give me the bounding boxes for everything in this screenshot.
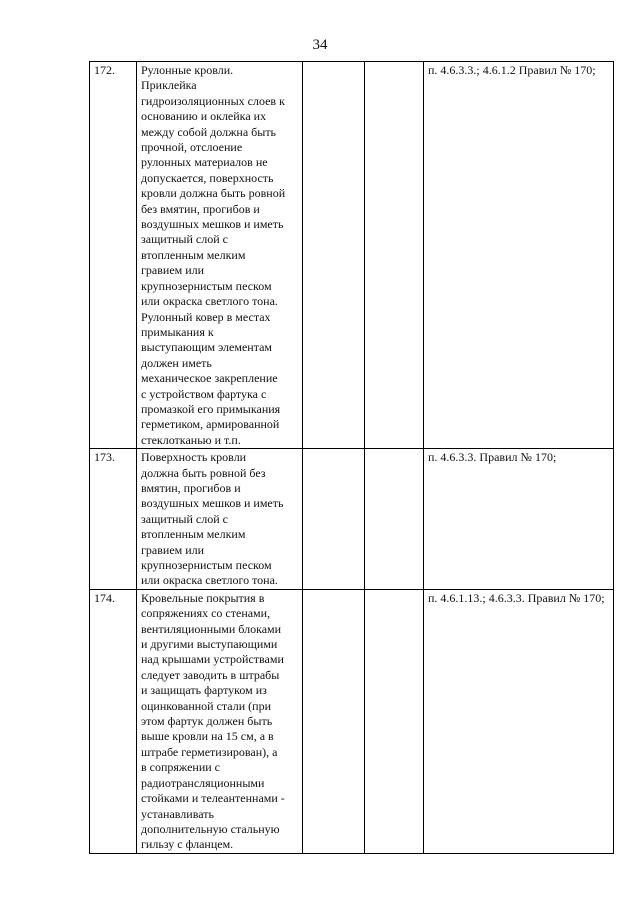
regulation-reference: п. 4.6.3.3.; 4.6.1.2 Правил № 170; <box>424 62 614 449</box>
requirement-line: оцинкованной стали (при <box>141 698 271 713</box>
empty-cell-a <box>303 449 365 590</box>
empty-cell-b <box>365 589 424 853</box>
requirement-line: защитный слой с <box>141 232 228 247</box>
requirement-line: Рулонные кровли. <box>141 63 234 77</box>
requirement-line: сопряжениях со стенами, <box>141 606 271 621</box>
requirement-line: защитный слой с <box>141 511 228 526</box>
requirement-line: воздушных мешков и иметь <box>141 217 284 232</box>
requirement-line: штрабе герметизирован), а <box>141 744 278 759</box>
requirement-line: гидроизоляционных слоев к <box>141 93 285 108</box>
requirement-line: Поверхность кровли <box>141 450 247 465</box>
requirement-line: должен иметь <box>141 355 212 370</box>
requirement-line: стойками и телеантеннами - <box>141 791 285 806</box>
requirement-text <box>137 62 303 449</box>
requirement-line: кровли должна быть ровной <box>141 186 286 201</box>
requirement-line: вмятин, прогибов и <box>141 480 241 495</box>
requirement-line: воздушных мешков и иметь <box>141 496 284 511</box>
requirement-line: с устройством фартука с <box>141 386 267 401</box>
requirement-line: рулонных материалов не <box>141 155 268 170</box>
table-row <box>90 62 614 449</box>
requirement-line: гравием или <box>141 542 205 557</box>
requirement-text <box>137 589 303 853</box>
requirement-line: и защищать фартуком из <box>141 683 267 698</box>
requirement-line: выше кровли на 15 см, а в <box>141 729 274 744</box>
requirement-line: втопленным мелким <box>141 527 246 542</box>
requirement-line: гильзу с фланцем. <box>141 837 234 852</box>
requirement-line: и другими выступающими <box>141 637 278 652</box>
requirements-table <box>89 61 614 854</box>
requirement-line: промазкой его примыкания <box>141 401 281 416</box>
requirement-line: радиотрансляционными <box>141 775 265 790</box>
requirement-line: или окраска светлого тона. <box>141 294 278 309</box>
requirements-table-body <box>90 62 614 854</box>
requirement-text <box>137 449 303 590</box>
requirement-line: механическое закрепление <box>141 371 278 386</box>
requirement-line: Приклейка <box>141 78 197 93</box>
regulation-reference: п. 4.6.3.3. Правил № 170; <box>424 449 614 590</box>
table-row <box>90 449 614 590</box>
requirement-line: примыкания к <box>141 324 214 339</box>
requirement-line: прочной, отслоение <box>141 140 243 155</box>
regulation-reference: п. 4.6.1.13.; 4.6.3.3. Правил № 170; <box>424 589 614 853</box>
requirement-line: без вмятин, прогибов и <box>141 201 260 216</box>
requirement-line: этом фартук должен быть <box>141 714 273 729</box>
row-number: 174. <box>90 589 137 853</box>
requirement-line: Кровельные покрытия в <box>141 590 265 605</box>
row-number: 173. <box>90 449 137 590</box>
requirement-line: стеклотканью и т.п. <box>141 432 241 447</box>
requirement-line: втопленным мелким <box>141 247 246 262</box>
requirement-line: герметиком, армированной <box>141 417 280 432</box>
table-row <box>90 589 614 853</box>
empty-cell-a <box>303 589 365 853</box>
requirement-line: выступающим элементам <box>141 340 273 355</box>
requirement-line: или окраска светлого тона. <box>141 573 278 588</box>
requirement-line: крупнозернистым песком <box>141 558 272 572</box>
requirement-line: должна быть ровной без <box>141 465 266 480</box>
empty-cell-a <box>303 62 365 449</box>
requirement-line: основанию и оклейка их <box>141 109 267 124</box>
requirement-line: допускается, поверхность <box>141 170 274 185</box>
requirement-line: следует заводить в штрабы <box>141 667 280 682</box>
requirement-line: в сопряжении с <box>141 760 220 775</box>
page-number: 34 <box>312 37 328 53</box>
requirement-line: гравием или <box>141 263 205 278</box>
empty-cell-b <box>365 62 424 449</box>
requirement-line: между собой должна быть <box>141 124 277 139</box>
requirement-line: над крышами устройствами <box>141 652 284 667</box>
empty-cell-b <box>365 449 424 590</box>
requirement-line: крупнозернистым песком <box>141 278 272 293</box>
requirement-line: Рулонный ковер в местах <box>141 309 271 324</box>
row-number: 172. <box>90 62 137 449</box>
requirement-line: вентиляционными блоками <box>141 621 282 636</box>
requirement-line: дополнительную стальную <box>141 821 280 836</box>
requirement-line: устанавливать <box>141 806 214 821</box>
